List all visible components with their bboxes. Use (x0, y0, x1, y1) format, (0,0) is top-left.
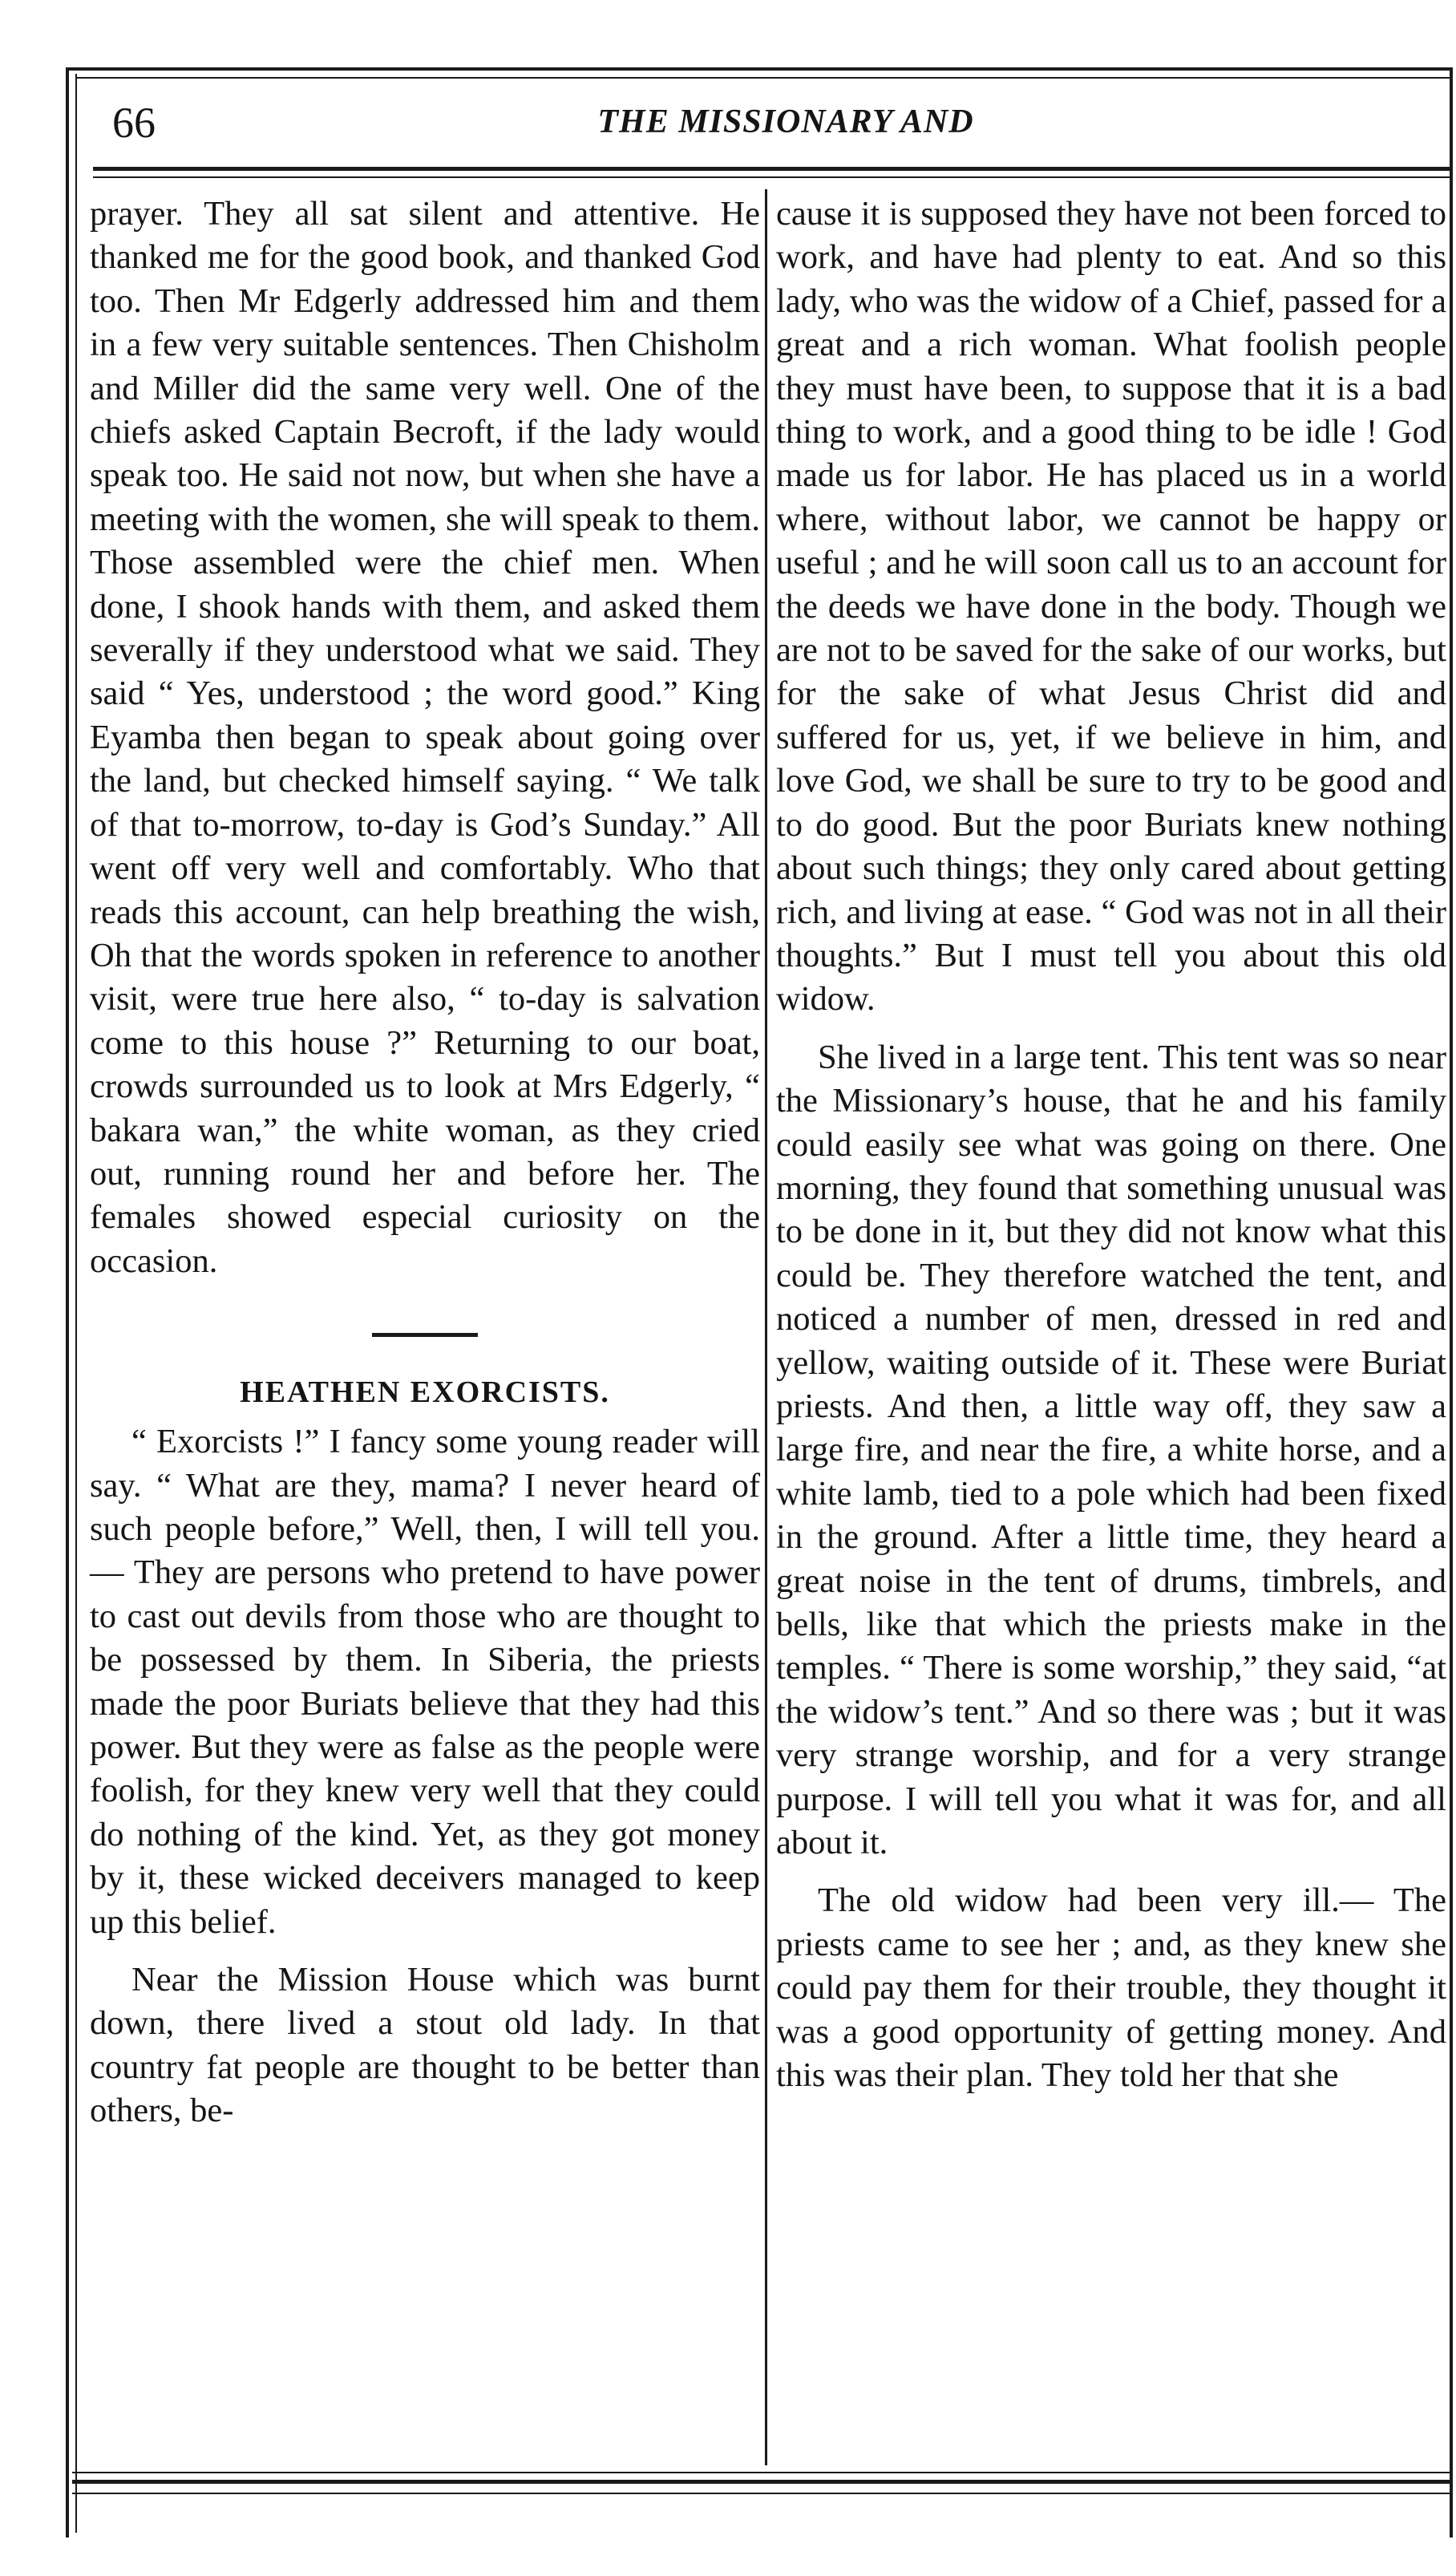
left-paragraph-2: “ Exorcists !” I fancy some young reader will say. “ What are they, mama? I never heard of such people before,” Well, then, I will tell you.— They are persons who pretend to have power to cast out devils from those who are thought to be possessed by them. In Siberia, the priests made the poor Buriats believe that they had this power. But they were as false as the people were foolish, for they knew very well that they could do nothing of the kind. Yet, as they got money by it, these wicked deceivers managed to keep up this belief. (90, 1423, 760, 1941)
section-heading: HEATHEN EXORCISTS. (240, 1375, 610, 1410)
footer-rule-bottom (72, 2493, 1453, 2494)
section-separator (372, 1333, 478, 1337)
right-column (776, 192, 1446, 2097)
page-number: 66 (112, 99, 156, 147)
right-paragraph-2: She lived in a large tent. This tent was so near the Missionary’s house, that he and his family could easily see what was going on there. One morning, they found that something unusual was to be done in it, but they did not know what this could be. They therefore watched the tent, and noticed a number of men, dressed in red and yellow, waiting outside of it. These were Buriat priests. And then, a little way off, they saw a large fire, and near the fire, a white horse, and a white lamb, tied to a pole which had been fixed in the ground. After a little time, they heard a great noise in the tent of drums, timbrels, and bells, like that which the priests make in the temples. “ There is some worship,” they said, “at the widow’s tent.” And so there was ; but it was very strange worship, and for a very strange purpose. I will tell you what it was for, and all about it. (776, 1038, 1446, 1862)
frame-left-outer (66, 67, 69, 2538)
left-column (90, 192, 760, 2133)
running-title: THE MISSIONARY AND (597, 103, 974, 140)
frame-right (1450, 67, 1453, 2538)
right-paragraph-3: The old widow had been very ill.— The priests came to see her ; and, as they knew she could pay them for their trouble, they thought it was a good opportunity of getting money. And this was their plan. They told her that she (776, 1881, 1446, 2095)
footer-rule-thick (72, 2480, 1453, 2484)
header-rule-thick (93, 167, 1450, 171)
header-rule-thin (93, 176, 1450, 178)
right-paragraph-1: cause it is supposed they have not been forced to work, and have had plenty to eat. And so this lady, who was the widow of a Chief, passed for a great and a rich woman. What foolish people they must have been, to suppose that it is a bad thing to work, and a good thing to be idle ! God made us for labor. He has placed us in a world where, without labor, we cannot be happy or useful ; and he will soon call us to an account for the deeds we have done in the body. Though we are not to be saved for the sake of our works, but for the sake of what Jesus Christ did and suffered for us, yet, if we believe in him, and love God, we shall be sure to try to be good and to do good. But the poor Buriats knew nothing about such things; they only cared about getting rich, and living at ease. “ God was not in all their thoughts.” But I must tell you about this old widow. (776, 195, 1446, 1019)
frame-top-outer (66, 67, 1453, 71)
left-paragraph-1: prayer. They all sat silent and attentive. He thanked me for the good book, and thanked God too. Then Mr Edgerly addressed him and them in a few very suitable sentences. Then Chisholm and Miller did the same very well. One of the chiefs asked Captain Becroft, if the lady would speak too. He said not now, but when she have a meeting with the women, she will speak to them. Those assembled were the chief men. When done, I shook hands with them, and asked them severally if they understood what we said. They said “ Yes, understood ; the word good.” King Eyamba then began to speak about going over the land, but checked himself saying. “ We talk of that to-morrow, to-day is God’s Sunday.” All went off very well and comfortably. Who that reads this account, can help breathing the wish, Oh that the words spoken in reference to another visit, were true here also, “ to-day is salvation come to this house ?” Returning to our boat, crowds surrounded us to look at Mrs Edgerly, “ bakara wan,” the white woman, as they cried out, running round her and before her. The females showed especial curiosity on the occasion. (90, 195, 760, 1280)
left-paragraph-3: Near the Mission House which was burnt down, there lived a stout old lady. In that country fat people are thought to be better than others, be- (90, 1961, 760, 2130)
frame-top-inner (75, 77, 1453, 79)
column-divider (765, 189, 767, 2465)
footer-rule-thin (72, 2472, 1453, 2473)
frame-left-inner (75, 74, 77, 2533)
